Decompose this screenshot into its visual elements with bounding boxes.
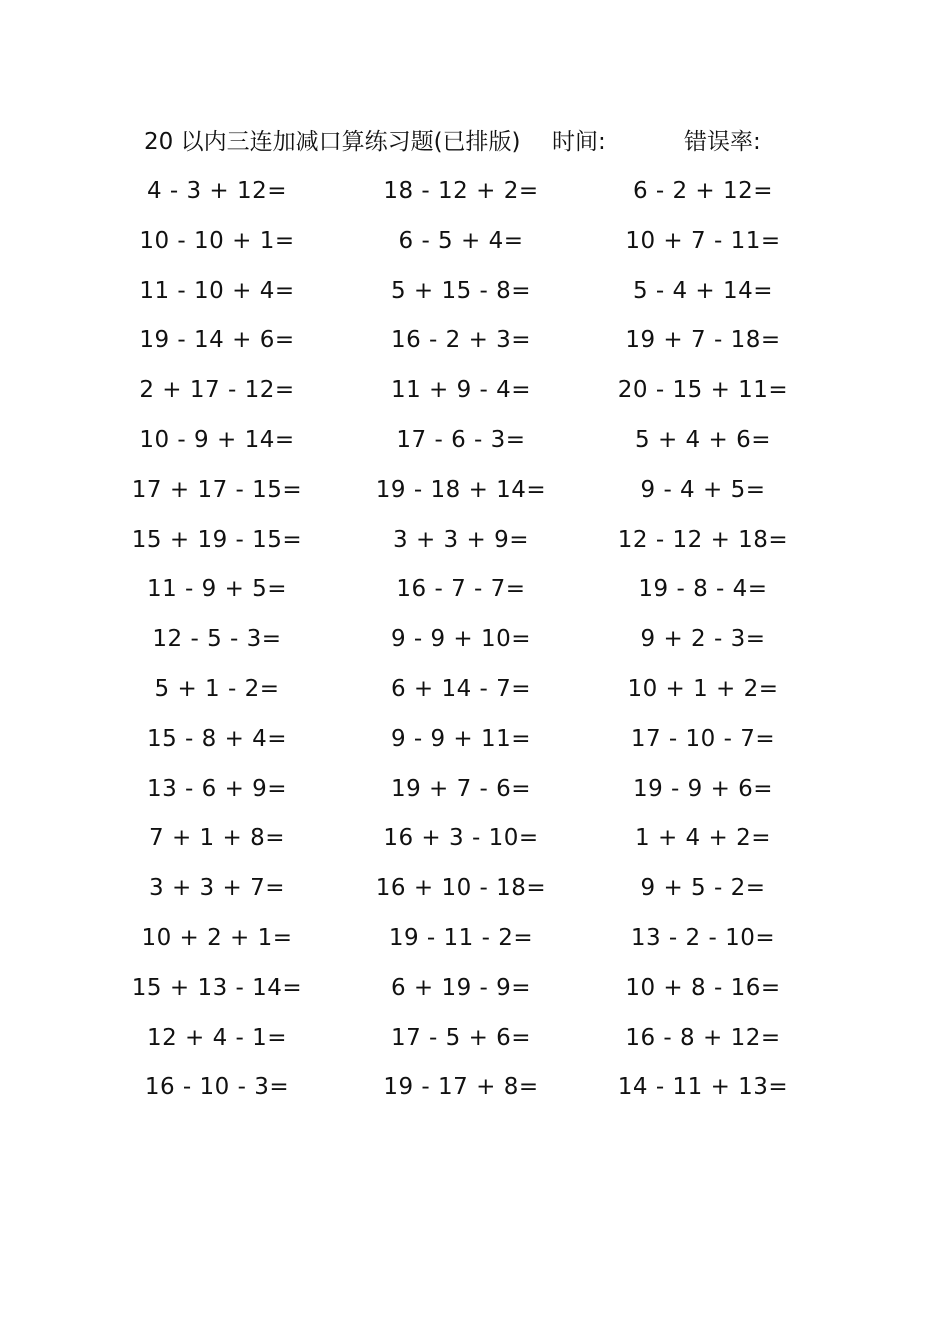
problem-row: [0, 969, 950, 1019]
problem-item: 11 + 9 - 4=: [390, 377, 532, 404]
problem-item: 19 - 9 + 6=: [632, 775, 774, 802]
error-rate-label: 错误率:: [684, 129, 761, 155]
problem-item: 19 - 18 + 14=: [375, 476, 547, 503]
problem-row: [0, 172, 950, 222]
problem-item: 7 + 1 + 8=: [149, 825, 285, 852]
problem-item: 13 - 2 - 10=: [630, 924, 776, 951]
problem-item: 3 + 3 + 9=: [393, 526, 529, 553]
problem-row: [0, 919, 950, 969]
problem-item: 2 + 17 - 12=: [139, 377, 295, 404]
problem-row: [0, 620, 950, 670]
problem-item: 19 + 7 - 6=: [390, 775, 532, 802]
problem-item: 12 + 4 - 1=: [146, 1024, 288, 1051]
problem-row: [0, 670, 950, 720]
problem-row: [0, 1019, 950, 1069]
problem-row: [0, 222, 950, 272]
problem-item: 15 + 19 - 15=: [131, 526, 303, 553]
problem-item: 15 - 8 + 4=: [146, 725, 288, 752]
problem-item: 9 - 4 + 5=: [640, 476, 766, 503]
problem-item: 18 - 12 + 2=: [383, 178, 539, 204]
worksheet-title: 20 以内三连加减口算练习题(已排版): [144, 129, 521, 155]
problem-item: 16 - 10 - 3=: [144, 1074, 290, 1101]
problem-item: 10 - 10 + 1=: [139, 227, 295, 254]
problem-row: [0, 272, 950, 322]
problem-item: 6 + 19 - 9=: [390, 974, 532, 1001]
problem-item: 15 + 13 - 14=: [131, 974, 303, 1001]
problem-item: 20 - 15 + 11=: [617, 377, 789, 404]
problem-row: [0, 371, 950, 421]
problem-item: 10 + 2 + 1=: [141, 924, 293, 951]
problem-item: 19 + 7 - 18=: [625, 327, 781, 354]
problem-row: [0, 720, 950, 770]
problem-item: 19 - 11 - 2=: [388, 924, 534, 951]
problem-item: 17 - 10 - 7=: [630, 725, 776, 752]
problem-item: 6 + 14 - 7=: [390, 675, 532, 702]
problem-item: 9 + 2 - 3=: [640, 626, 766, 653]
problem-item: 6 - 5 + 4=: [398, 227, 524, 254]
problem-item: 16 + 10 - 18=: [375, 875, 547, 902]
problem-item: 12 - 12 + 18=: [617, 526, 789, 553]
problem-item: 5 + 15 - 8=: [390, 277, 532, 304]
problem-item: 9 - 9 + 11=: [390, 725, 532, 752]
problem-item: 5 + 1 - 2=: [154, 675, 280, 702]
problem-item: 13 - 6 + 9=: [146, 775, 288, 802]
problem-item: 11 - 10 + 4=: [139, 277, 295, 304]
problem-item: 16 + 3 - 10=: [383, 825, 539, 852]
problem-row: [0, 321, 950, 371]
problem-item: 6 - 2 + 12=: [632, 178, 774, 204]
problem-item: 1 + 4 + 2=: [635, 825, 771, 852]
problem-item: 10 + 7 - 11=: [625, 227, 781, 254]
problem-item: 16 - 2 + 3=: [390, 327, 532, 354]
problem-item: 19 - 8 - 4=: [638, 576, 768, 603]
problem-row: [0, 869, 950, 919]
problem-item: 5 - 4 + 14=: [632, 277, 774, 304]
problem-row: [0, 1068, 950, 1118]
problem-row: [0, 770, 950, 820]
problem-item: 9 - 9 + 10=: [390, 626, 532, 653]
problem-item: 19 - 17 + 8=: [383, 1074, 539, 1101]
problem-item: 4 - 3 + 12=: [146, 178, 288, 204]
problem-item: 10 + 8 - 16=: [625, 974, 781, 1001]
problem-row: [0, 471, 950, 521]
problem-item: 10 - 9 + 14=: [139, 426, 295, 453]
problem-item: 11 - 9 + 5=: [146, 576, 288, 603]
problem-item: 3 + 3 + 7=: [149, 875, 285, 902]
problem-grid: [0, 172, 950, 1118]
problem-row: [0, 421, 950, 471]
problem-item: 17 - 6 - 3=: [396, 426, 526, 453]
problem-row: [0, 819, 950, 869]
worksheet-header: [0, 124, 950, 160]
problem-item: 12 - 5 - 3=: [152, 626, 282, 653]
problem-row: [0, 521, 950, 571]
problem-row: [0, 570, 950, 620]
problem-item: 17 - 5 + 6=: [390, 1024, 532, 1051]
problem-item: 9 + 5 - 2=: [640, 875, 766, 902]
problem-item: 19 - 14 + 6=: [139, 327, 295, 354]
problem-item: 5 + 4 + 6=: [635, 426, 771, 453]
problem-item: 14 - 11 + 13=: [617, 1074, 789, 1101]
problem-item: 17 + 17 - 15=: [131, 476, 303, 503]
problem-item: 16 - 7 - 7=: [396, 576, 526, 603]
problem-item: 16 - 8 + 12=: [625, 1024, 781, 1051]
problem-item: 10 + 1 + 2=: [627, 675, 779, 702]
time-label: 时间:: [552, 129, 606, 155]
